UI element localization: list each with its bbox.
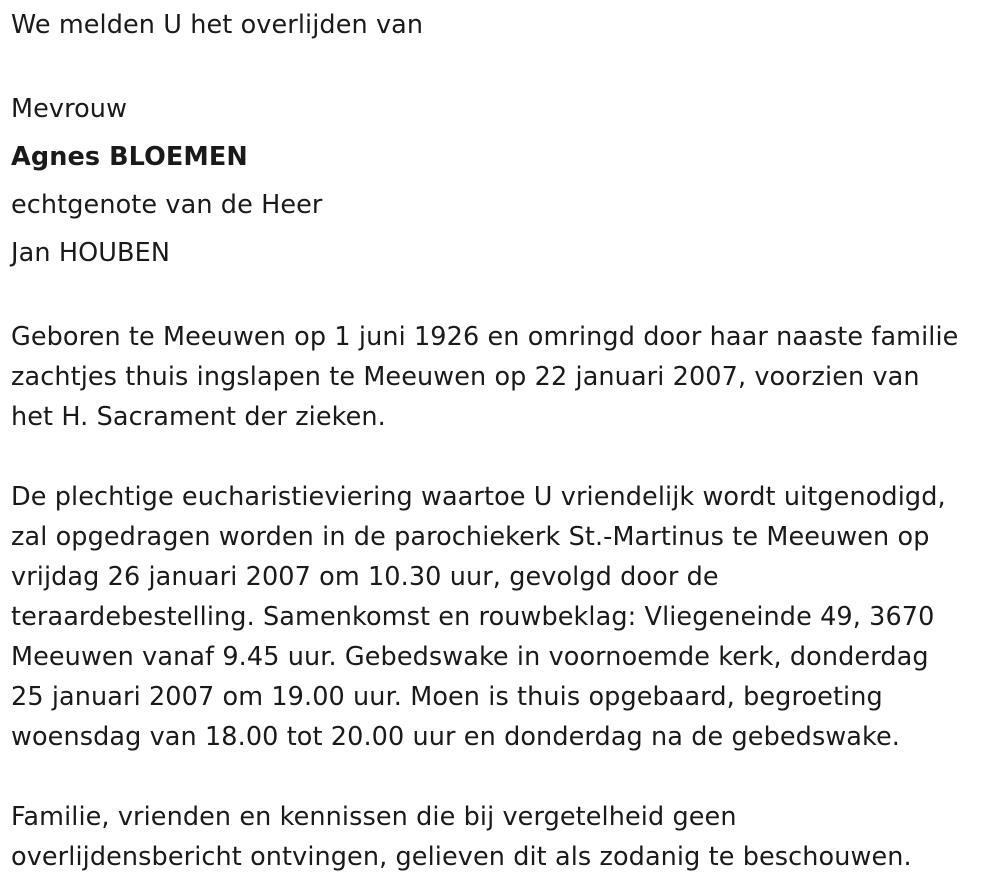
death-notice	[11, 5, 996, 877]
deceased-name: Agnes BLOEMEN	[11, 142, 248, 172]
paragraph-line: De plechtige eucharistieviering waartoe U vriendelijk wordt uitgenodigd,	[11, 482, 946, 512]
relation-line: echtgenote van de Heer	[11, 190, 323, 220]
paragraph-line: teraardebestelling. Samenkomst en rouwbeklag: Vliegeneinde 49, 3670	[11, 602, 935, 632]
deceased-title: Mevrouw	[11, 94, 128, 124]
paragraph-line: overlijdensbericht ontvingen, gelieven dit als zodanig te beschouwen.	[11, 842, 912, 872]
service-paragraph	[11, 477, 996, 757]
paragraph-line: vrijdag 26 januari 2007 om 10.30 uur, gevolgd door de	[11, 562, 719, 592]
paragraph-line: zal opgedragen worden in de parochiekerk St.-Martinus te Meeuwen op	[11, 522, 930, 552]
spacer	[11, 757, 996, 797]
intro-line: We melden U het overlijden van	[11, 10, 424, 40]
paragraph-line: Geboren te Meeuwen op 1 juni 1926 en omringd door haar naaste familie	[11, 322, 959, 352]
paragraph-line: het H. Sacrament der zieken.	[11, 402, 386, 432]
paragraph-line: 25 januari 2007 om 19.00 uur. Moen is thuis opgebaard, begroeting	[11, 682, 883, 712]
spacer	[11, 45, 996, 85]
paragraph-line: zachtjes thuis ingslapen te Meeuwen op 22 januari 2007, voorzien van	[11, 362, 920, 392]
spacer	[11, 277, 996, 317]
spouse-name: Jan HOUBEN	[11, 238, 171, 268]
paragraph-line: Meeuwen vanaf 9.45 uur. Gebedswake in voornoemde kerk, donderdag	[11, 642, 929, 672]
paragraph-line: woensdag van 18.00 tot 20.00 uur en donderdag na de gebedswake.	[11, 722, 900, 752]
closing-paragraph	[11, 797, 996, 877]
birth-paragraph	[11, 317, 996, 437]
spacer	[11, 437, 996, 477]
paragraph-line: Familie, vrienden en kennissen die bij vergetelheid geen	[11, 802, 737, 832]
